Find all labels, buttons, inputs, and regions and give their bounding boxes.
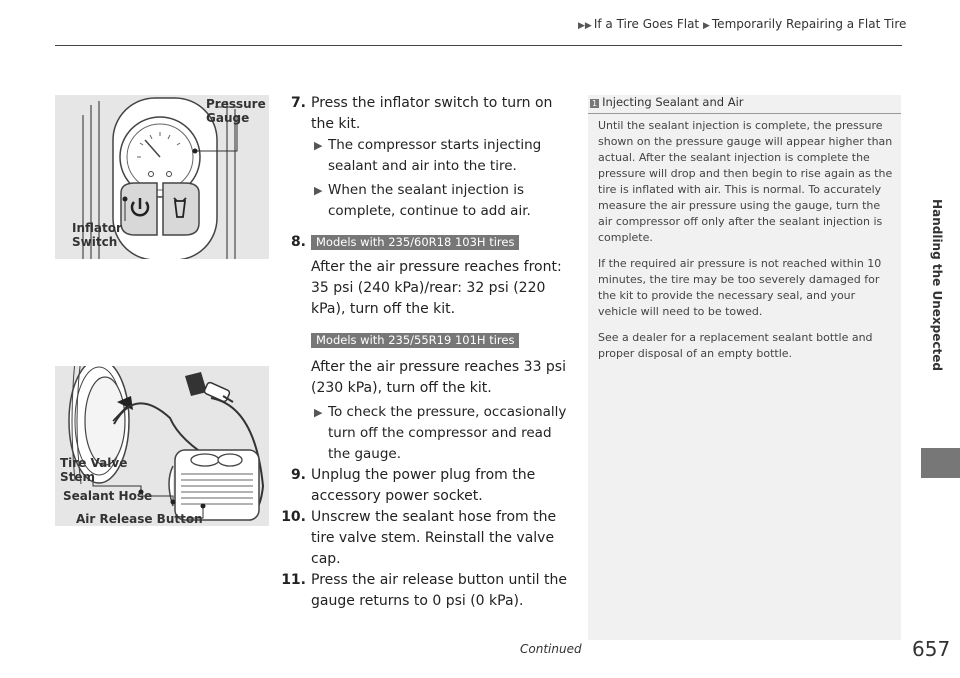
label-pressure-gauge: Pressure Gauge — [206, 97, 266, 125]
step-8 — [258, 232, 576, 253]
note-paragraph: If the required air pressure is not reached within 10 minutes, the tire may be too severely damaged for the kit to provide the necessary seal, and your vehicle will need to be towed. — [598, 257, 882, 318]
step-11 — [258, 570, 576, 612]
label-inflator-switch: Inflator Switch — [72, 221, 122, 249]
figure-inflator-controls — [55, 95, 269, 259]
breadcrumb-item-repair: Temporarily Repairing a Flat Tire — [711, 17, 907, 31]
model-badge: Models with 235/60R18 103H tires — [311, 235, 519, 250]
figure-repair-kit — [55, 366, 269, 526]
section-tab — [927, 130, 947, 440]
model-badge: Models with 235/55R19 101H tires — [311, 333, 519, 348]
step-text: Unscrew the sealant hose from the tire valve stem. Reinstall the valve cap. — [311, 509, 557, 567]
label-sealant-hose: Sealant Hose — [63, 489, 153, 503]
note-paragraph: See a dealer for a replacement sealant bottle and proper disposal of an empty bottle. — [598, 331, 873, 360]
bottle-icon — [163, 183, 199, 235]
sub-step — [311, 180, 576, 222]
breadcrumb-item-flat-tire: If a Tire Goes Flat — [593, 17, 700, 31]
note-box — [588, 95, 901, 640]
triangle-right-icon: ▶ — [314, 406, 323, 419]
step-text: After the air pressure reaches 33 psi (230 kPa), turn off the kit. — [311, 359, 566, 396]
step-10 — [258, 507, 576, 570]
step-text: After the air pressure reaches front: 35 psi (240 kPa)/rear: 32 psi (220 kPa), turn off the kit. — [311, 259, 562, 317]
step-number: 11. — [281, 572, 306, 588]
note-marker: 1 — [592, 99, 598, 108]
step-number: 10. — [281, 509, 306, 525]
label-air-release-button: Air Release Button — [76, 512, 203, 526]
instruction-steps — [258, 93, 576, 612]
sub-step — [311, 135, 576, 177]
step-9 — [258, 465, 576, 507]
sub-step — [311, 402, 576, 465]
section-tab-marker — [921, 448, 960, 478]
continued-label: Continued — [520, 642, 582, 656]
header-divider — [55, 45, 902, 46]
sub-step-text: The compressor starts injecting sealant and air into the tire. — [328, 137, 542, 174]
breadcrumb — [578, 17, 906, 31]
step-text: Press the air release button until the gauge returns to 0 psi (0 kPa). — [311, 572, 567, 609]
page-number: 657 — [912, 637, 951, 661]
breadcrumb-arrow-icon: ▶▶ — [578, 21, 592, 31]
step-number: 8. — [290, 234, 306, 250]
step-text: Press the inflator switch to turn on the kit. — [311, 95, 553, 132]
triangle-right-icon: ▶ — [314, 184, 323, 197]
power-plug-icon — [185, 372, 233, 402]
sub-step-text: When the sealant injection is complete, continue to add air. — [328, 182, 531, 219]
label-tire-valve-stem: Tire Valve Stem — [60, 456, 128, 484]
triangle-right-icon: ▶ — [314, 139, 323, 152]
sub-step-text: To check the pressure, occasionally turn off the compressor and read the gauge. — [328, 404, 567, 462]
power-icon — [121, 183, 157, 235]
note-paragraph: Until the sealant injection is complete, the pressure shown on the pressure gauge will appear higher than actual. After the sealant injection is complete the pressure will drop and then begin to rise again as the tire is inflated with air. This is normal. To accurately measure the air pressure using the gauge, turn the air compressor off only after the sealant injection is complete. — [598, 119, 893, 244]
step-text: Unplug the power plug from the accessory power socket. — [311, 467, 536, 504]
step-number: 7. — [290, 95, 306, 111]
step-number: 9. — [290, 467, 306, 483]
note-body — [598, 118, 894, 372]
section-tab-label: Handling the Unexpected — [930, 199, 944, 371]
step-7 — [258, 93, 576, 135]
note-title: 1 Injecting Sealant and Air — [592, 95, 744, 109]
note-divider — [588, 113, 901, 114]
breadcrumb-arrow-icon: ▶ — [702, 21, 710, 31]
